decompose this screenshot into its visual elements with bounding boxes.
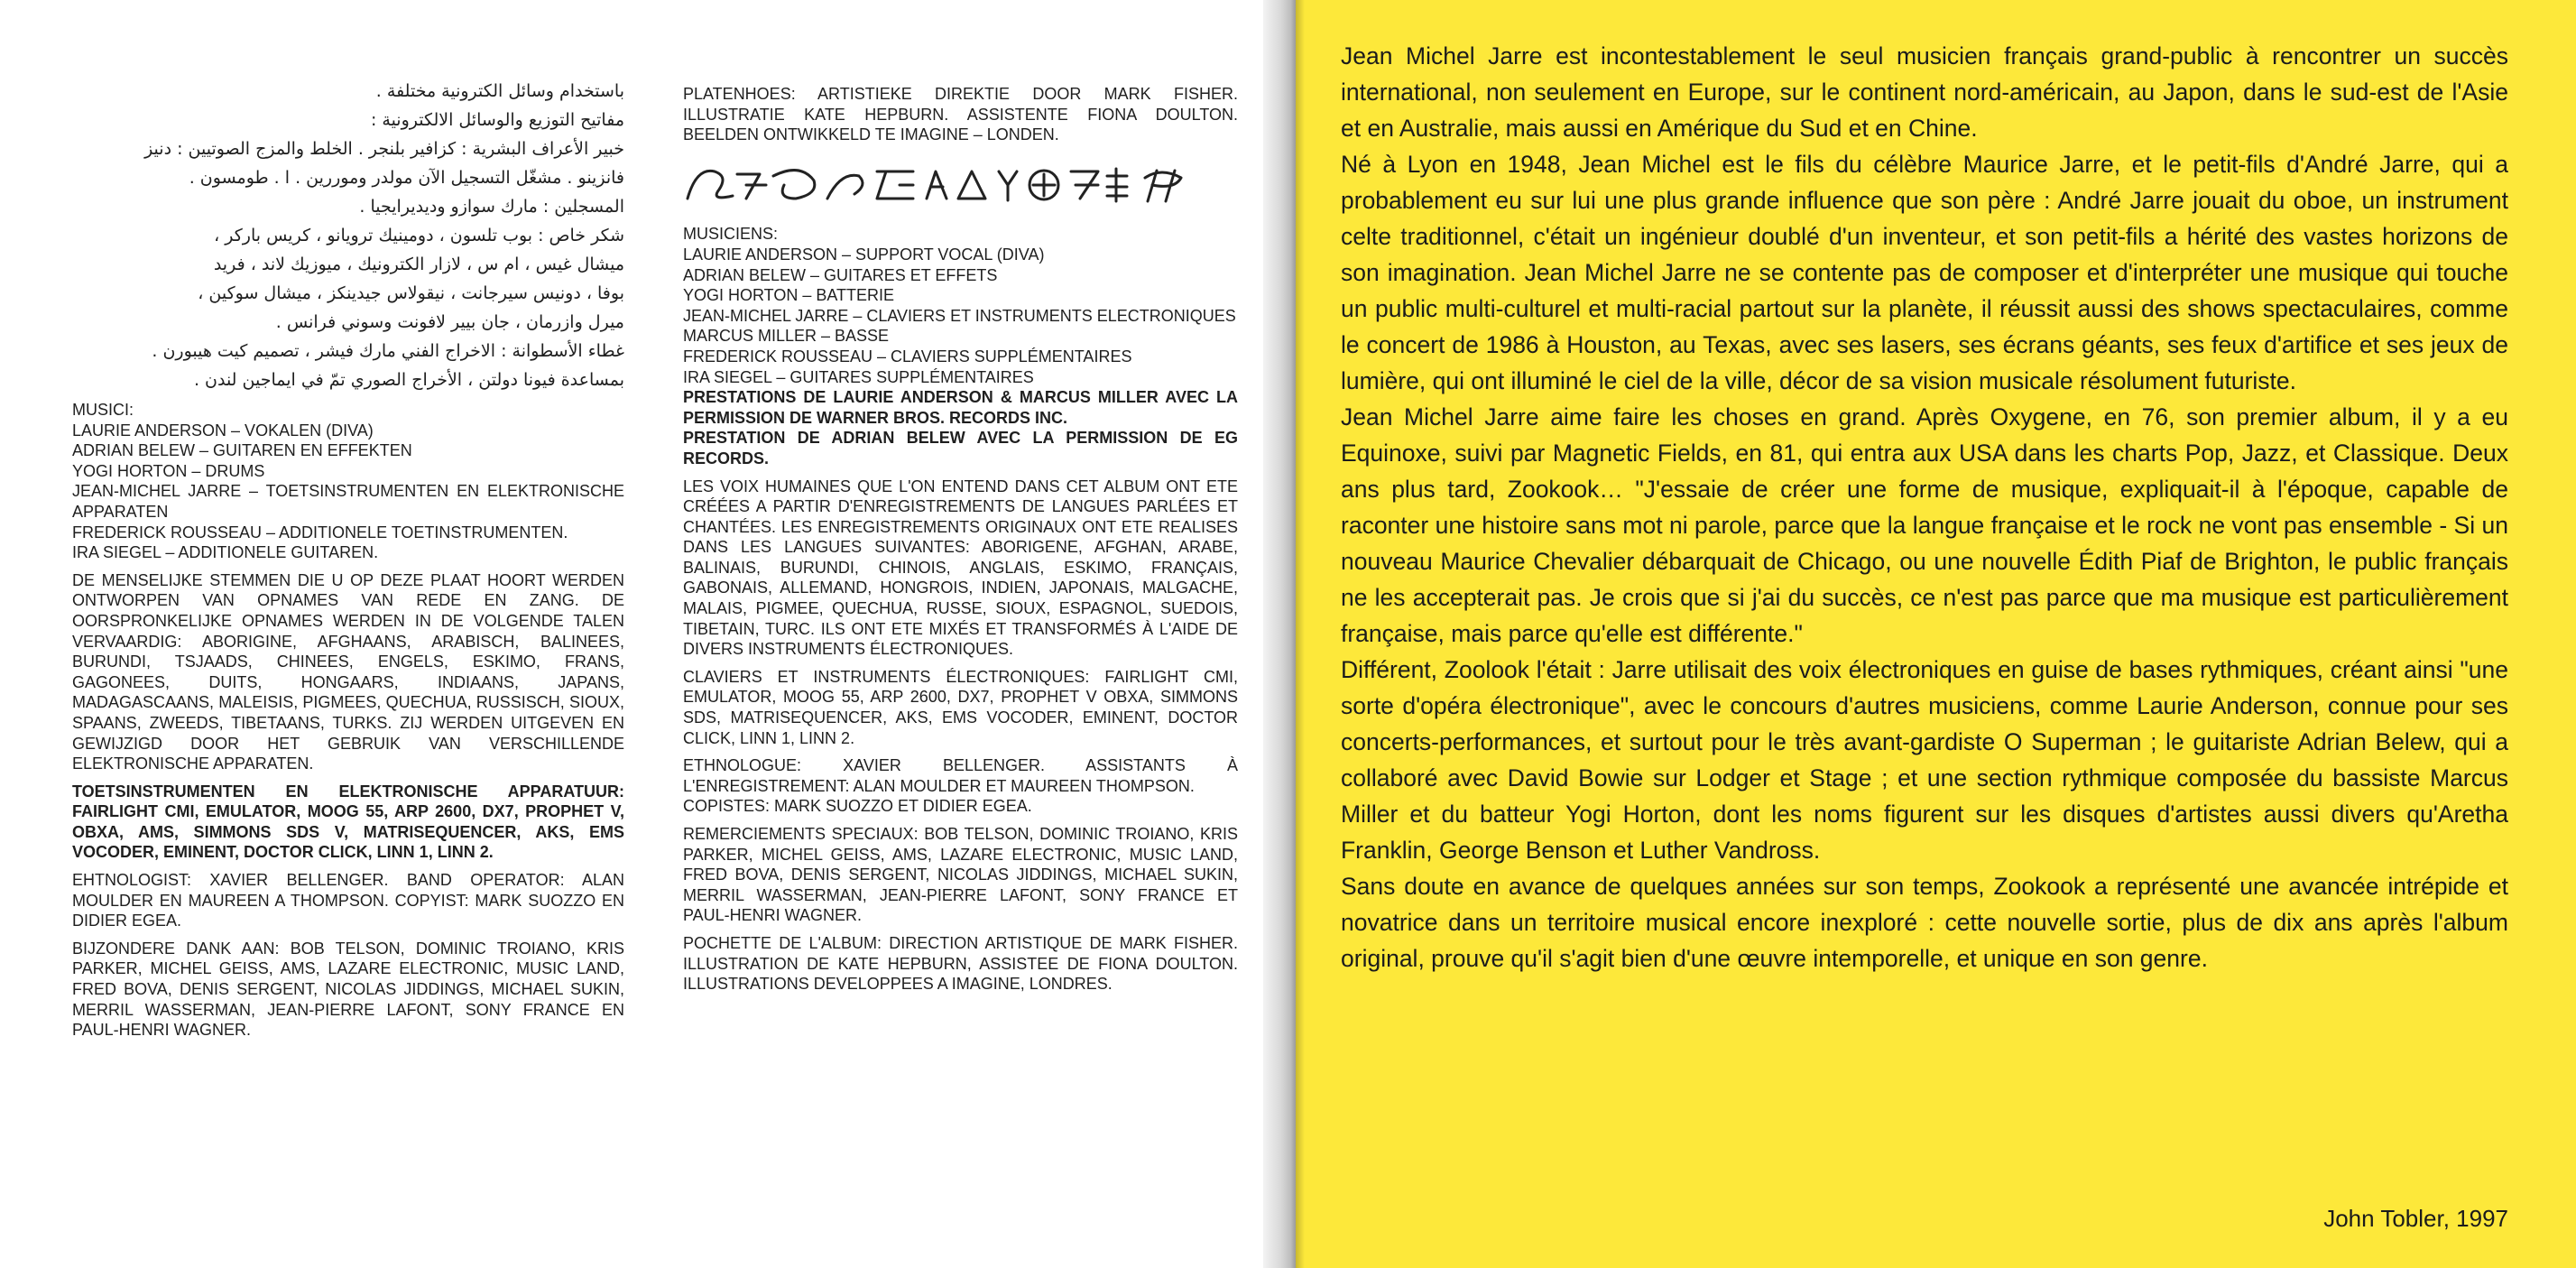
prestations-paragraph: PRESTATION DE ADRIAN BELEW AVEC LA PERMISSION DE EG RECORDS. bbox=[683, 429, 1238, 467]
biography-text bbox=[1341, 38, 2508, 976]
arabic-credits bbox=[72, 77, 624, 394]
pochette-paragraph: POCHETTE DE L'ALBUM: DIRECTION ARTISTIQUE DE MARK FISHER. ILLUSTRATION DE KATE HEPBURN, ASSISTEE DE FIONA DOULTON. ILLUSTRATIONS DEVELOPPEES A IMAGINE, LONDRES. bbox=[683, 933, 1238, 994]
ethnologue-paragraph: ETHNOLOGUE: XAVIER BELLENGER. ASSISTANTS À L'ENREGISTREMENT: ALAN MOULDER ET MAUREEN THOMPSON. bbox=[683, 756, 1238, 795]
platenhoes-paragraph: PLATENHOES: ARTISTIEKE DIREKTIE DOOR MARK FISHER. ILLUSTRATIE KATE HEPBURN. ASSISTENTE FIONA DOULTON. BEELDEN ONTWIKKELD TE IMAGINE – LONDEN. bbox=[683, 85, 1238, 144]
arabic-line: شكر خاص : بوب تلسون ، دومينيك ترويانو ، كريس باركر ، bbox=[214, 226, 624, 245]
arabic-line: المسجلين : مارك سوازو وديديرايجيا . bbox=[359, 197, 624, 217]
musician-line: ADRIAN BELEW – GUITAREN EN EFFEKTEN bbox=[72, 441, 412, 460]
credits-column-2 bbox=[683, 84, 1238, 1002]
thanks-paragraph: BIJZONDERE DANK AAN: BOB TELSON, DOMINIC TROIANO, KRIS PARKER, MICHEL GEISS, AMS, LAZARE ELECTRONIC, MUSIC LAND, FRED BOVA, DENIS SERGENT, NICOLAS JIDDINGS, MICHAEL SUKIN, MERRIL WASSERMAN, JEAN-PIERRE LAFONT, SONY FRANCE EN PAUL-HENRI WAGNER. bbox=[72, 939, 624, 1040]
voix-paragraph: LES VOIX HUMAINES QUE L'ON ENTEND DANS CET ALBUM ONT ETE CRÉÉES A PARTIR D'ENREGISTREMENTS DE LANGUES PARLÉES ET CHANTÉES. LES ENREGISTREMENTS ORIGINAUX ONT ETE REALISES DANS LES LANGUES SUIVANTES: ABORIGENE, AFGHAN, ARABE, BALINAIS, BURUNDI, CHINOIS, ANGLAIS, ESKIMO, FRANÇAIS, GABONAIS, ALLEMAND, HONGROIS, INDIEN, JAPONAIS, MALGACHE, MALAIS, PIGMEE, QUECHUA, RUSSE, SIOUX, ESPAGNOL, SUEDOIS, TIBETAIN, TURC. ILS ONT ETE MIXÉS ET TRANSFORMÉS À L'AIDE DE DIVERS INSTRUMENTS ÉLECTRONIQUES. bbox=[683, 477, 1238, 659]
bio-paragraph: Jean Michel Jarre est incontestablement le seul musicien français grand-public à rencontrer un succès international, non seulement en Europe, sur le continent nord-américain, au Japon, dans le sud-est de l'Asie et en Australie, mais aussi en Amérique du Sud et en Chine. bbox=[1341, 42, 2508, 142]
musician-line: YOGI HORTON – BATTERIE bbox=[683, 286, 895, 305]
booklet-spine bbox=[1263, 0, 1296, 1268]
remerciements-paragraph: REMERCIEMENTS SPECIAUX: BOB TELSON, DOMINIC TROIANO, KRIS PARKER, MICHEL GEISS, AMS, LAZARE ELECTRONIC, MUSIC LAND, FRED BOVA, DENIS SERGENT, NICOLAS JIDDINGS, MICHAEL SUKIN, MERRIL WASSERMAN, JEAN-PIERRE LAFONT, SONY FRANCE ET PAUL-HENRI WAGNER. bbox=[683, 825, 1238, 925]
arabic-line: بمساعدة فيونا دولتن ، الأخراج الصوري تمّ في ايماجين لندن . bbox=[193, 370, 624, 390]
page-edge-shadow bbox=[1296, 0, 1305, 1268]
instruments-paragraph: TOETSINSTRUMENTEN EN ELEKTRONISCHE APPARATUUR: FAIRLIGHT CMI, EMULATOR, MOOG 55, ARP 2600, DX7, PROPHET V, OBXA, AMS, SIMMONS SDS V, MATRISEQUENCER, AKS, EMS VOCODER, EMINENT, DOCTOR CLICK, LINN 1, LINN 2. bbox=[72, 782, 624, 862]
arabic-line: ميرل وازرمان ، جان بيير لافونت وسوني فرانس . bbox=[275, 312, 624, 332]
arabic-line: فانزينو . مشغّل التسجيل الآن مولدر وموررين . ا . طومسون . bbox=[189, 168, 624, 188]
bio-paragraph: Différent, Zoolook l'était : Jarre utilisait des voix électroniques en guise de bases rythmiques, créant ainsi "une sorte d'opéra électronique", avec le concours d'autres musiciens, comme Laurie Anderson, connue pour ses concerts-performances, et surtout pour le très avant-gardiste O Superman ; le guitariste Adrian Belew, qui a collaboré avec David Bowie sur Lodger et Stage ; et une section rythmique composée du bassiste Marcus Miller et du batteur Yogi Horton, dont les noms figurent sur les disques d'artistes aussi divers qu'Aretha Franklin, George Benson et Luther Vandross. bbox=[1341, 656, 2508, 864]
musiciens-heading: MUSICIENS: bbox=[683, 225, 779, 244]
musician-line: IRA SIEGEL – ADDITIONELE GUITAREN. bbox=[72, 543, 379, 562]
prestations-paragraph: PRESTATIONS DE LAURIE ANDERSON & MARCUS MILLER AVEC LA PERMISSION DE WARNER BROS. RECORDS INC. bbox=[683, 388, 1238, 427]
arabic-line: ميشال غيس ، ام س ، لازار الكترونيك ، ميوزيك لاند ، فريد bbox=[213, 255, 624, 274]
musician-line: ADRIAN BELEW – GUITARES ET EFFETS bbox=[683, 265, 998, 284]
musician-line: MARCUS MILLER – BASSE bbox=[683, 327, 890, 346]
musician-line: JEAN-MICHEL JARRE – TOETSINSTRUMENTEN EN ELEKTRONISCHE APPARATEN bbox=[72, 482, 624, 521]
credits-column-1 bbox=[72, 77, 624, 1048]
bio-paragraph: Né à Lyon en 1948, Jean Michel est le fils du célèbre Maurice Jarre, et le petit-fils d'André Jarre, qui a probablement eu sur lui une plus grande influence que son père : André Jarre jouait du oboe, un instrument celte traditionnel, c'était un ingénieur doublé d'un inventeur, et son petit-fils a hérité des vastes horizons de son imagination. Jean Michel Jarre ne se contente pas de composer et d'interpréter une musique qui touche un public multi-culturel et multi-racial partout sur la planète, il réussit aussi des shows spectaculaires, comme le concert de 1986 à Houston, au Texas, avec ses lasers, ses écrans géants, ses feux d'artifice et ses jeux de lumière, qui ont illuminé le ciel de la ville, décor de sa vision musicale résolument futuriste. bbox=[1341, 151, 2508, 394]
arabic-line: خبير الأعراف البشرية : كزافير بلنجر . الخلط والمزج الصوتيين : دنيز bbox=[144, 139, 624, 159]
musician-line: YOGI HORTON – DRUMS bbox=[72, 461, 265, 480]
bio-paragraph: Jean Michel Jarre aime faire les choses en grand. Après Oxygene, en 76, son premier album, il y a eu Equinoxe, suivi par Magnetic Fields, en 81, qui entra aux USA dans les charts Pop, Jazz, et Classique. Deux ans plus tard, Zookook… "J'essaie de créer une forme de musique, expliquait-il à l'époque, capable de raconter une histoire sans mot ni parole, parce que la langue française et le rock ne vont pas ensemble - Si un nouveau Maurice Chevalier débarquait de Chicago, ou une nouvelle Édith Piaf de Brighton, le public français ne les accepterait pas. Je crois que si j'ai du succès, ce n'est pas parce que ma musique est particulièrement française, mais parce qu'elle est différente." bbox=[1341, 403, 2508, 647]
voices-paragraph: DE MENSELIJKE STEMMEN DIE U OP DEZE PLAAT HOORT WERDEN ONTWORPEN VAN OPNAMES VAN REDE EN ZANG. DE OORSPRONKELIJKE OPNAMES WERDEN IN DE VOLGENDE TALEN VERVAARDIG: ABORIGINE, AFGHAANS, ARABISCH, BALINEES, BURUNDI, TSJAADS, CHINEES, ENGELS, ESKIMO, FRANS, GAGONEES, DUITS, HONGAARS, INDIAANS, JAPANS, MADAGASCAANS, MALEISIS, PIGMEES, QUECHUA, RUSSISCH, SIOUX, SPAANS, ZWEEDS, TIBETAANS, TURKS. ZIJ WERDEN UITGEVEN EN GEWIJZIGD DOOR HET GEBRUIK VAN VERSCHILLENDE ELEKTRONISCHE APPARATEN. bbox=[72, 570, 624, 773]
arabic-line: مفاتيح التوزيع والوسائل الالكترونية : bbox=[370, 110, 624, 130]
copistes-paragraph: COPISTES: MARK SUOZZO ET DIDIER EGEA. bbox=[683, 797, 1032, 816]
author-signature: John Tobler, 1997 bbox=[2323, 1205, 2508, 1232]
bio-paragraph: Sans doute en avance de quelques années sur son temps, Zookook a représenté une avancée intrépide et novatrice dans un territoire musical encore inexploré : cette nouvelle sortie, plus de dix ans après l'album original, prouve qu'il s'agit bien d'une œuvre intemporelle, et unique en son genre. bbox=[1341, 873, 2508, 972]
musician-line: IRA SIEGEL – GUITARES SUPPLÉMENTAIRES bbox=[683, 367, 1034, 386]
musician-line: LAURIE ANDERSON – VOKALEN (DIVA) bbox=[72, 421, 374, 440]
musician-line: FREDERICK ROUSSEAU – CLAVIERS SUPPLÉMENTAIRES bbox=[683, 347, 1132, 366]
musician-line: JEAN-MICHEL JARRE – CLAVIERS ET INSTRUMENTS ELECTRONIQUES bbox=[683, 306, 1236, 325]
arabic-line: غطاء الأسطوانة : الاخراج الفني مارك فيشر ، تصميم كيت هيبورن . bbox=[152, 341, 624, 361]
arabic-line: بوفا ، دونيس سيرجانت ، نيقولاس جيدينكز ، ميشال سوكين ، bbox=[198, 283, 624, 303]
musician-line: LAURIE ANDERSON – SUPPORT VOCAL (DIVA) bbox=[683, 245, 1045, 264]
ethnologist-paragraph: EHTNOLOGIST: XAVIER BELLENGER. BAND OPERATOR: ALAN MOULDER EN MAUREEN A THOMPSON. COPYIST: MARK SUOZZO EN DIDIER EGEA. bbox=[72, 871, 624, 930]
musici-heading: MUSICI: bbox=[72, 401, 134, 419]
glyph-strip-icon bbox=[683, 158, 1202, 212]
arabic-line: باستخدام وسائل الكترونية مختلفة . bbox=[375, 81, 624, 101]
musician-line: FREDERICK ROUSSEAU – ADDITIONELE TOETINSTRUMENTEN. bbox=[72, 523, 568, 541]
claviers-paragraph: CLAVIERS ET INSTRUMENTS ÉLECTRONIQUES: FAIRLIGHT CMI, EMULATOR, MOOG 55, ARP 2600, DX7, PROPHET V OBXA, SIMMONS SDS, MATRISEQUENCER, AKS, EMS VOCODER, EMINENT, DOCTOR CLICK, LINN 1, LINN 2. bbox=[683, 667, 1238, 747]
